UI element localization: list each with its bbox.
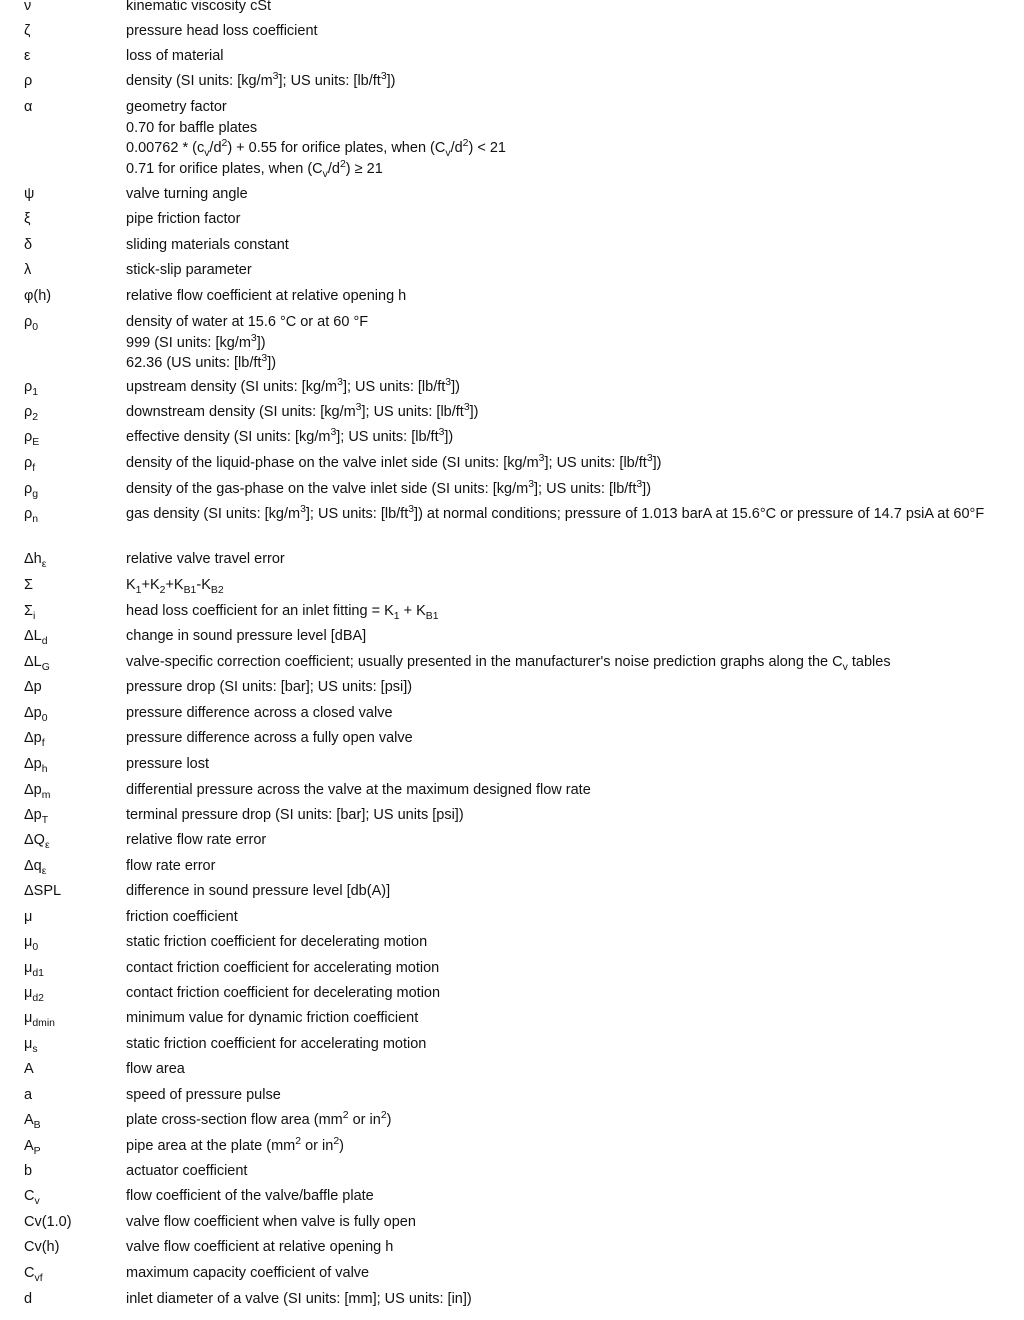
definition-line: gas density (SI units: $[kg/m^3]$; US units: $[lb/ft^3]$) at normal conditions; pressure of 1.013 barA at 15.6°C or pressure of 14.7 psiA at 60°F bbox=[126, 504, 985, 522]
definition bbox=[126, 932, 998, 953]
symbol: δ bbox=[24, 237, 33, 253]
definition bbox=[126, 575, 998, 596]
definition bbox=[126, 0, 998, 17]
definition-line: contact friction coefficient for decelerating motion bbox=[126, 985, 441, 1001]
definition bbox=[126, 677, 998, 698]
definition bbox=[126, 402, 998, 423]
symbol: d bbox=[24, 1291, 33, 1307]
definition bbox=[126, 312, 998, 374]
definition-line: relative valve travel error bbox=[126, 551, 285, 567]
definition bbox=[126, 209, 998, 230]
symbol: ψ bbox=[24, 186, 35, 202]
symbol: $\Delta p_f$ bbox=[24, 730, 45, 749]
definition-line: actuator coefficient bbox=[126, 1163, 248, 1179]
definition-line: sliding materials constant bbox=[126, 237, 289, 253]
definition-line: flow area bbox=[126, 1061, 185, 1077]
definition-line: static friction coefficient for accelerating motion bbox=[126, 1036, 427, 1052]
symbol: $\Delta p_h$ bbox=[24, 756, 48, 775]
symbol: a bbox=[24, 1087, 33, 1103]
symbol: $\Sigma_i$ bbox=[24, 603, 36, 622]
definition-line: relative flow rate error bbox=[126, 832, 267, 848]
symbol: $\rho_2$ bbox=[24, 404, 39, 423]
symbol: μ bbox=[24, 909, 33, 925]
definition-line: density of the gas-phase on the valve inlet side (SI units: $[kg/m^3]$; US units: $[lb/ft^3]$) bbox=[126, 479, 652, 497]
definition bbox=[126, 780, 998, 801]
symbol: $A_P$ bbox=[24, 1138, 41, 1157]
definition-line: $0.00762 * (c_v/d^2) + 0.55$ for orifice plates, when $(C_v/d^2) < 21$ bbox=[126, 138, 506, 159]
definition-line: minimum value for dynamic friction coefficient bbox=[126, 1010, 419, 1026]
definition-line: maximum capacity coefficient of valve bbox=[126, 1265, 370, 1281]
symbol: Cv(1.0) bbox=[24, 1214, 72, 1230]
symbol: ρ bbox=[24, 73, 33, 89]
definition bbox=[126, 1289, 998, 1310]
definition-line: 999 (SI units: $[kg/m^3]$) bbox=[126, 332, 266, 351]
definition-line: density of water at 15.6 °C or at 60 °F bbox=[126, 314, 369, 330]
definition bbox=[126, 958, 998, 979]
symbol: λ bbox=[24, 262, 32, 278]
definition bbox=[126, 1110, 998, 1131]
definition bbox=[126, 479, 998, 500]
symbol: $\rho_f$ bbox=[24, 455, 36, 474]
symbol: φ(h) bbox=[24, 288, 52, 304]
definition-line: friction coefficient bbox=[126, 909, 238, 925]
definition-line: valve-specific correction coefficient; usually presented in the manufacturer's noise prediction graphs along the $C_v$ tables bbox=[126, 654, 891, 673]
definition-line: contact friction coefficient for accelerating motion bbox=[126, 960, 440, 976]
symbol: $\mu_{d1}$ bbox=[24, 960, 44, 979]
symbol: $\Delta p_0$ bbox=[24, 705, 48, 724]
definition bbox=[126, 71, 998, 92]
definition bbox=[126, 184, 998, 205]
definition-line: flow rate error bbox=[126, 858, 216, 874]
definition-line: effective density (SI units: $[kg/m^3]$; US units: $[lb/ft^3]$) bbox=[126, 427, 454, 445]
definition bbox=[126, 856, 998, 877]
symbol: b bbox=[24, 1163, 33, 1179]
definition-line: terminal pressure drop (SI units: [bar]; US units [psi]) bbox=[126, 807, 464, 823]
definition-line: density (SI units: $[kg/m^3]$; US units: $[lb/ft^3]$) bbox=[126, 71, 396, 89]
definition-line: downstream density (SI units: $[kg/m^3]$; US units: $[lb/ft^3]$) bbox=[126, 402, 479, 420]
definition bbox=[126, 427, 998, 448]
symbol: $C_v$ bbox=[24, 1188, 40, 1207]
symbol: ζ bbox=[24, 23, 31, 39]
definition bbox=[126, 504, 998, 525]
symbol: $\Delta q_\varepsilon$ bbox=[24, 858, 47, 877]
definition bbox=[126, 1161, 998, 1182]
definition-line: 0.71 for orifice plates, when $(C_v/d^2) \ge 21$ bbox=[126, 158, 383, 180]
symbol: Cv(h) bbox=[24, 1239, 60, 1255]
symbol: ξ bbox=[24, 211, 31, 227]
definition bbox=[126, 1212, 998, 1233]
symbol: A bbox=[24, 1061, 34, 1077]
definition-line: pressure difference across a fully open valve bbox=[126, 730, 413, 746]
definition bbox=[126, 805, 998, 826]
definition-line: upstream density (SI units: $[kg/m^3]$; US units: $[lb/ft^3]$) bbox=[126, 377, 460, 395]
definition-line: flow coefficient of the valve/baffle plate bbox=[126, 1188, 374, 1204]
definition-line: relative flow coefficient at relative opening h bbox=[126, 288, 407, 304]
definition bbox=[126, 983, 998, 1004]
definition-line: valve flow coefficient at relative opening h bbox=[126, 1239, 394, 1255]
definition bbox=[126, 907, 998, 928]
symbol: Δp bbox=[24, 679, 42, 695]
definition bbox=[126, 286, 998, 307]
definition bbox=[126, 97, 998, 179]
definition bbox=[126, 881, 998, 902]
symbol: $\Delta p_T$ bbox=[24, 807, 49, 826]
definition bbox=[126, 21, 998, 42]
symbol: ν bbox=[24, 0, 32, 14]
symbol: $\mu_s$ bbox=[24, 1036, 38, 1055]
definition-line: 62.36 (US units: $[lb/ft^3]$) bbox=[126, 353, 277, 371]
definition-line: pipe friction factor bbox=[126, 211, 241, 227]
definition bbox=[126, 728, 998, 749]
symbol: $\Delta p_m$ bbox=[24, 782, 51, 801]
definition bbox=[126, 830, 998, 851]
definition bbox=[126, 235, 998, 256]
definition-line: valve flow coefficient when valve is fully open bbox=[126, 1214, 416, 1230]
symbol: $\rho_0$ bbox=[24, 314, 39, 333]
definition-line: valve turning angle bbox=[126, 186, 248, 202]
definition bbox=[126, 601, 998, 622]
definition-line: loss of material bbox=[126, 48, 224, 64]
definition-line: pressure drop (SI units: [bar]; US units: [psi]) bbox=[126, 679, 413, 695]
definition bbox=[126, 260, 998, 281]
definition bbox=[126, 703, 998, 724]
definition bbox=[126, 1059, 998, 1080]
definition bbox=[126, 1008, 998, 1029]
definition-line: head loss coefficient for an inlet fitting = $K_1 + K_{B1}$ bbox=[126, 603, 439, 622]
symbol: α bbox=[24, 99, 33, 115]
definition-line: $K_1+K_2+K_{B1}-K_{B2}$ bbox=[126, 577, 224, 596]
symbol: $C_{vf}$ bbox=[24, 1265, 43, 1284]
definition bbox=[126, 46, 998, 67]
definition bbox=[126, 1237, 998, 1258]
definition-line: geometry factor bbox=[126, 99, 227, 115]
definition bbox=[126, 1034, 998, 1055]
definition bbox=[126, 377, 998, 398]
symbol: $A_B$ bbox=[24, 1112, 41, 1131]
symbol: $\Delta L_G$ bbox=[24, 654, 50, 673]
definition bbox=[126, 1136, 998, 1157]
definition-line: static friction coefficient for decelerating motion bbox=[126, 934, 428, 950]
definition-line: inlet diameter of a valve (SI units: [mm]; US units: [in]) bbox=[126, 1291, 472, 1307]
definition-line: pressure head loss coefficient bbox=[126, 23, 318, 39]
definition bbox=[126, 453, 998, 474]
symbol: $\mu_0$ bbox=[24, 934, 39, 953]
symbol: $\rho_g$ bbox=[24, 481, 39, 500]
definition-line: kinematic viscosity cSt bbox=[126, 0, 272, 14]
symbol: ε bbox=[24, 48, 31, 64]
symbol: $\rho_1$ bbox=[24, 379, 39, 398]
definition-line: difference in sound pressure level [db(A)] bbox=[126, 883, 391, 899]
symbol: $\rho_E$ bbox=[24, 429, 40, 448]
symbol: $\mu_{dmin}$ bbox=[24, 1010, 55, 1029]
symbol: $\rho_n$ bbox=[24, 506, 39, 525]
definition-line: stick-slip parameter bbox=[126, 262, 252, 278]
definition-line: density of the liquid-phase on the valve inlet side (SI units: $[kg/m^3]$; US units: $[lb/ft^3]$) bbox=[126, 453, 662, 471]
definition-line: pressure difference across a closed valve bbox=[126, 705, 393, 721]
symbol: ΔSPL bbox=[24, 883, 62, 899]
definition bbox=[126, 626, 998, 647]
definition bbox=[126, 1085, 998, 1106]
symbol: $\Delta Q_\varepsilon$ bbox=[24, 832, 50, 851]
definition-line: pipe area at the plate ($mm^2$ or $in^2$) bbox=[126, 1136, 344, 1154]
definition bbox=[126, 1186, 998, 1207]
definition-line: differential pressure across the valve at the maximum designed flow rate bbox=[126, 782, 591, 798]
definition-line: pressure lost bbox=[126, 756, 210, 772]
symbol: $\mu_{d2}$ bbox=[24, 985, 44, 1004]
definition-line: plate cross-section flow area ($mm^2$ or $in^2$) bbox=[126, 1110, 392, 1128]
definition-line: 0.70 for baffle plates bbox=[126, 119, 258, 136]
definition bbox=[126, 1263, 998, 1284]
definition-line: change in sound pressure level [dBA] bbox=[126, 628, 367, 644]
symbol: Σ bbox=[24, 577, 33, 593]
definition bbox=[126, 754, 998, 775]
symbol: $\Delta L_d$ bbox=[24, 628, 48, 647]
symbol: $\Delta h_\varepsilon$ bbox=[24, 551, 47, 570]
definition bbox=[126, 549, 998, 570]
definition-line: speed of pressure pulse bbox=[126, 1087, 281, 1103]
definition bbox=[126, 652, 998, 673]
